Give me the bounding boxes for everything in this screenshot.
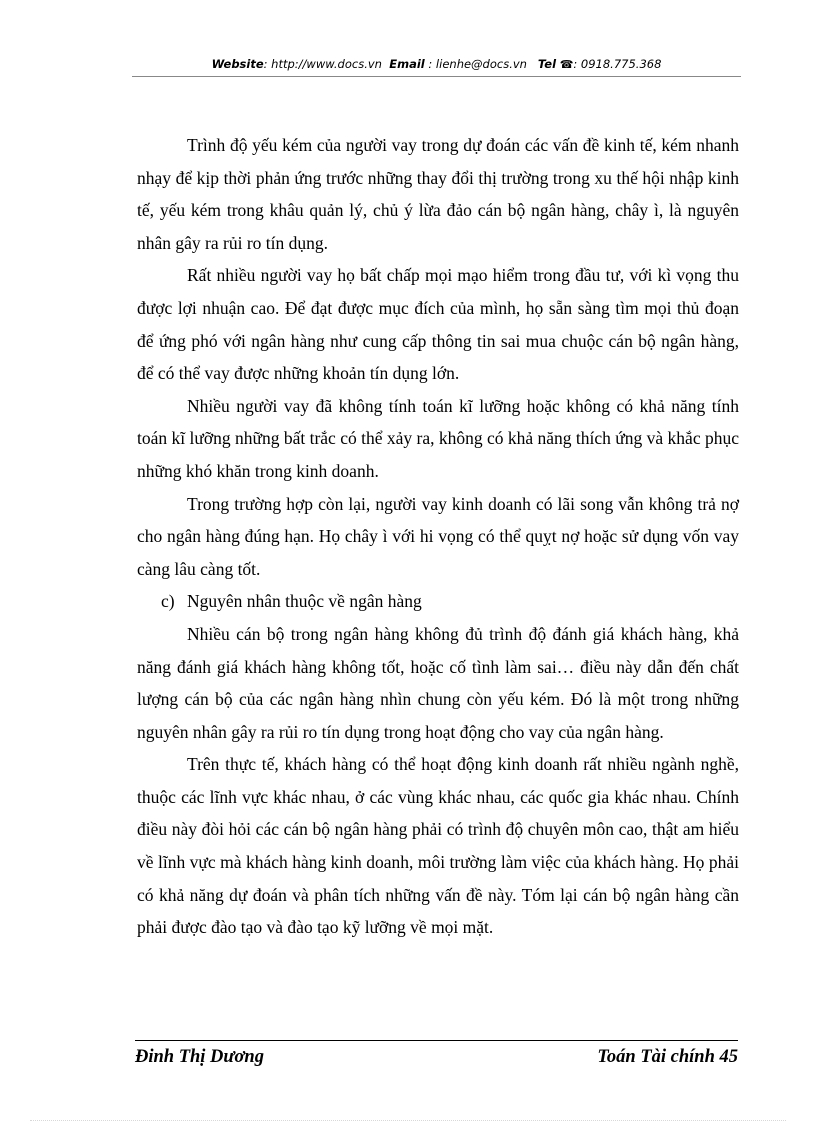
paragraph: Nhiều cán bộ trong ngân hàng không đủ trình độ đánh giá khách hàng, khả năng đánh giá khách hàng không tốt, hoặc cố tình làm sai… điều này dẫn đến chất lượng cán bộ của các ngân hàng nhìn chung còn yếu kém. Đó là một trong những nguyên nhân gây ra rủi ro tín dụng trong hoạt động cho vay của ngân hàng. — [137, 623, 739, 742]
paragraph: Trên thực tế, khách hàng có thể hoạt động kinh doanh rất nhiều ngành nghề, thuộc các lĩnh vực khác nhau, ở các vùng khác nhau, các quốc gia khác nhau. Chính điều này đòi hỏi các cán bộ ngân hàng phải có trình độ chuyên môn cao, thật am hiểu về lĩnh vực mà khách hàng kinh doanh, môi trường làm việc của khách hàng. Họ phải có khả năng dự đoán và phân tích những vấn đề này. Tóm lại cán bộ ngân hàng cần phải được đào tạo và đào tạo kỹ lưỡng về mọi mặt. — [137, 754, 739, 938]
email-label: Email — [389, 57, 425, 71]
paragraph: Trình độ yếu kém của người vay trong dự đoán các vấn đề kinh tế, kém nhanh nhạy để kịp thời phản ứng trước những thay đổi thị trường trong xu thế hội nhập kinh tế, yếu kém trong khâu quản lý, chủ ý lừa đảo cán bộ ngân hàng, chây ì, là nguyên nhân gây ra rủi ro tín dụng. — [137, 135, 739, 253]
email-address[interactable]: : lienhe@docs.vn — [424, 57, 527, 71]
footer-divider — [135, 1040, 738, 1041]
footer-author: Đinh Thị Dương — [135, 1047, 264, 1067]
document-body — [137, 129, 739, 944]
section-subheading — [137, 585, 739, 618]
page-header — [132, 56, 741, 73]
paragraph: Trong trường hợp còn lại, người vay kinh doanh có lãi song vẫn không trả nợ cho ngân hàng đúng hạn. Họ chây ì với hi vọng có thể quỵt nợ hoặc sử dụng vốn vay càng lâu càng tốt. — [137, 493, 739, 579]
website-url[interactable]: : http://www.docs.vn — [263, 57, 382, 71]
footer-class-page: Toán Tài chính 45 — [597, 1047, 738, 1067]
subheading-text: Nguyên nhân thuộc về ngân hàng — [187, 591, 422, 612]
page-bottom-edge — [30, 1120, 786, 1121]
telephone-icon: ☎ — [559, 58, 574, 71]
tel-number: : 0918.775.368 — [573, 57, 662, 71]
website-label: Website — [211, 57, 264, 71]
paragraph: Rất nhiều người vay họ bất chấp mọi mạo hiểm trong đầu tư, với kì vọng thu được lợi nhuận cao. Để đạt được mục đích của mình, họ sẵn sàng tìm mọi thủ đoạn để ứng phó với ngân hàng như cung cấp thông tin sai mua chuộc cán bộ ngân hàng, để có thể vay được những khoản tín dụng lớn. — [137, 265, 739, 384]
tel-label: Tel — [537, 57, 557, 71]
subheading-marker: c) — [161, 591, 175, 612]
paragraph: Nhiều người vay đã không tính toán kĩ lưỡng hoặc không có khả năng tính toán kĩ lưỡng những bất trắc có thể xảy ra, không có khả năng thích ứng và khắc phục những khó khăn trong kinh doanh. — [137, 395, 739, 481]
header-divider — [132, 76, 741, 77]
